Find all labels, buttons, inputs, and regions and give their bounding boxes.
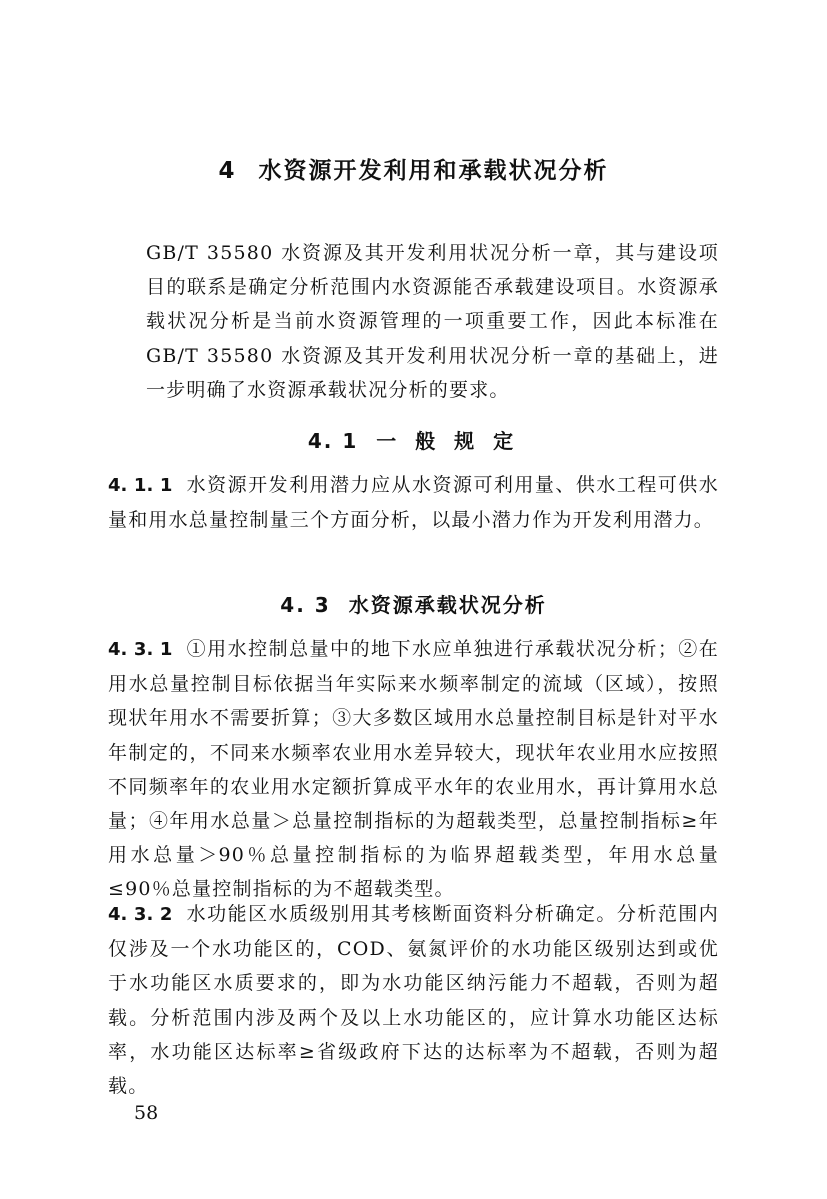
section-number: 4. 1 <box>307 429 359 453</box>
clause-4-3-2 <box>108 897 719 1103</box>
clause-4-1-1 <box>108 468 719 537</box>
clause-number: 4. 1. 1 <box>108 475 173 496</box>
section-title-4-3 <box>108 589 719 618</box>
clause-number: 4. 3. 1 <box>108 639 173 660</box>
chapter-title <box>108 152 719 185</box>
chapter-title-text: 水资源开发利用和承载状况分析 <box>258 158 609 184</box>
page-number: 58 <box>134 1102 159 1124</box>
clause-4-3-1 <box>108 632 719 907</box>
intro-paragraph <box>108 236 719 407</box>
chapter-number: 4 <box>218 158 237 184</box>
section-title-text: 一 般 规 定 <box>376 429 520 453</box>
intro-text: GB/T 35580 水资源及其开发利用状况分析一章，其与建设项目的联系是确定分析范围内水资源能否承载建设项目。水资源承载状况分析是当前水资源管理的一项重要工作，因此本标准在GB/T 35580 水资源及其开发利用状况分析一章的基础上，进一步明确了水资源承载状况分析的要求。 <box>146 242 719 401</box>
section-title-text: 水资源承载状况分析 <box>348 593 547 617</box>
clause-text: 水功能区水质级别用其考核断面资料分析确定。分析范围内仅涉及一个水功能区的，COD、氨氮评价的水功能区级别达到或优于水功能区水质要求的，即为水功能区纳污能力不超载，否则为超载。分析范围内涉及两个及以上水功能区的，应计算水功能区达标率，水功能区达标率≥省级政府下达的达标率为不超载，否则为超载。 <box>108 903 719 1098</box>
section-title-4-1 <box>108 425 719 454</box>
clause-number: 4. 3. 2 <box>108 904 173 925</box>
section-number: 4. 3 <box>280 593 331 617</box>
clause-text: ①用水控制总量中的地下水应单独进行承载状况分析；②在用水总量控制目标依据当年实际来水频率制定的流域（区域），按照现状年用水不需要折算；③大多数区域用水总量控制目标是针对平水年制定的，不同来水频率农业用水差异较大，现状年农业用水应按照不同频率年的农业用水定额折算成平水年的农业用水，再计算用水总量；④年用水总量＞总量控制指标的为超载类型，总量控制指标≥年用水总量＞90％总量控制指标的为临界超载类型，年用水总量≤90％总量控制指标的为不超载类型。 <box>108 638 719 901</box>
clause-text: 水资源开发利用潜力应从水资源可利用量、供水工程可供水量和用水总量控制量三个方面分析，以最小潜力作为开发利用潜力。 <box>108 474 719 532</box>
